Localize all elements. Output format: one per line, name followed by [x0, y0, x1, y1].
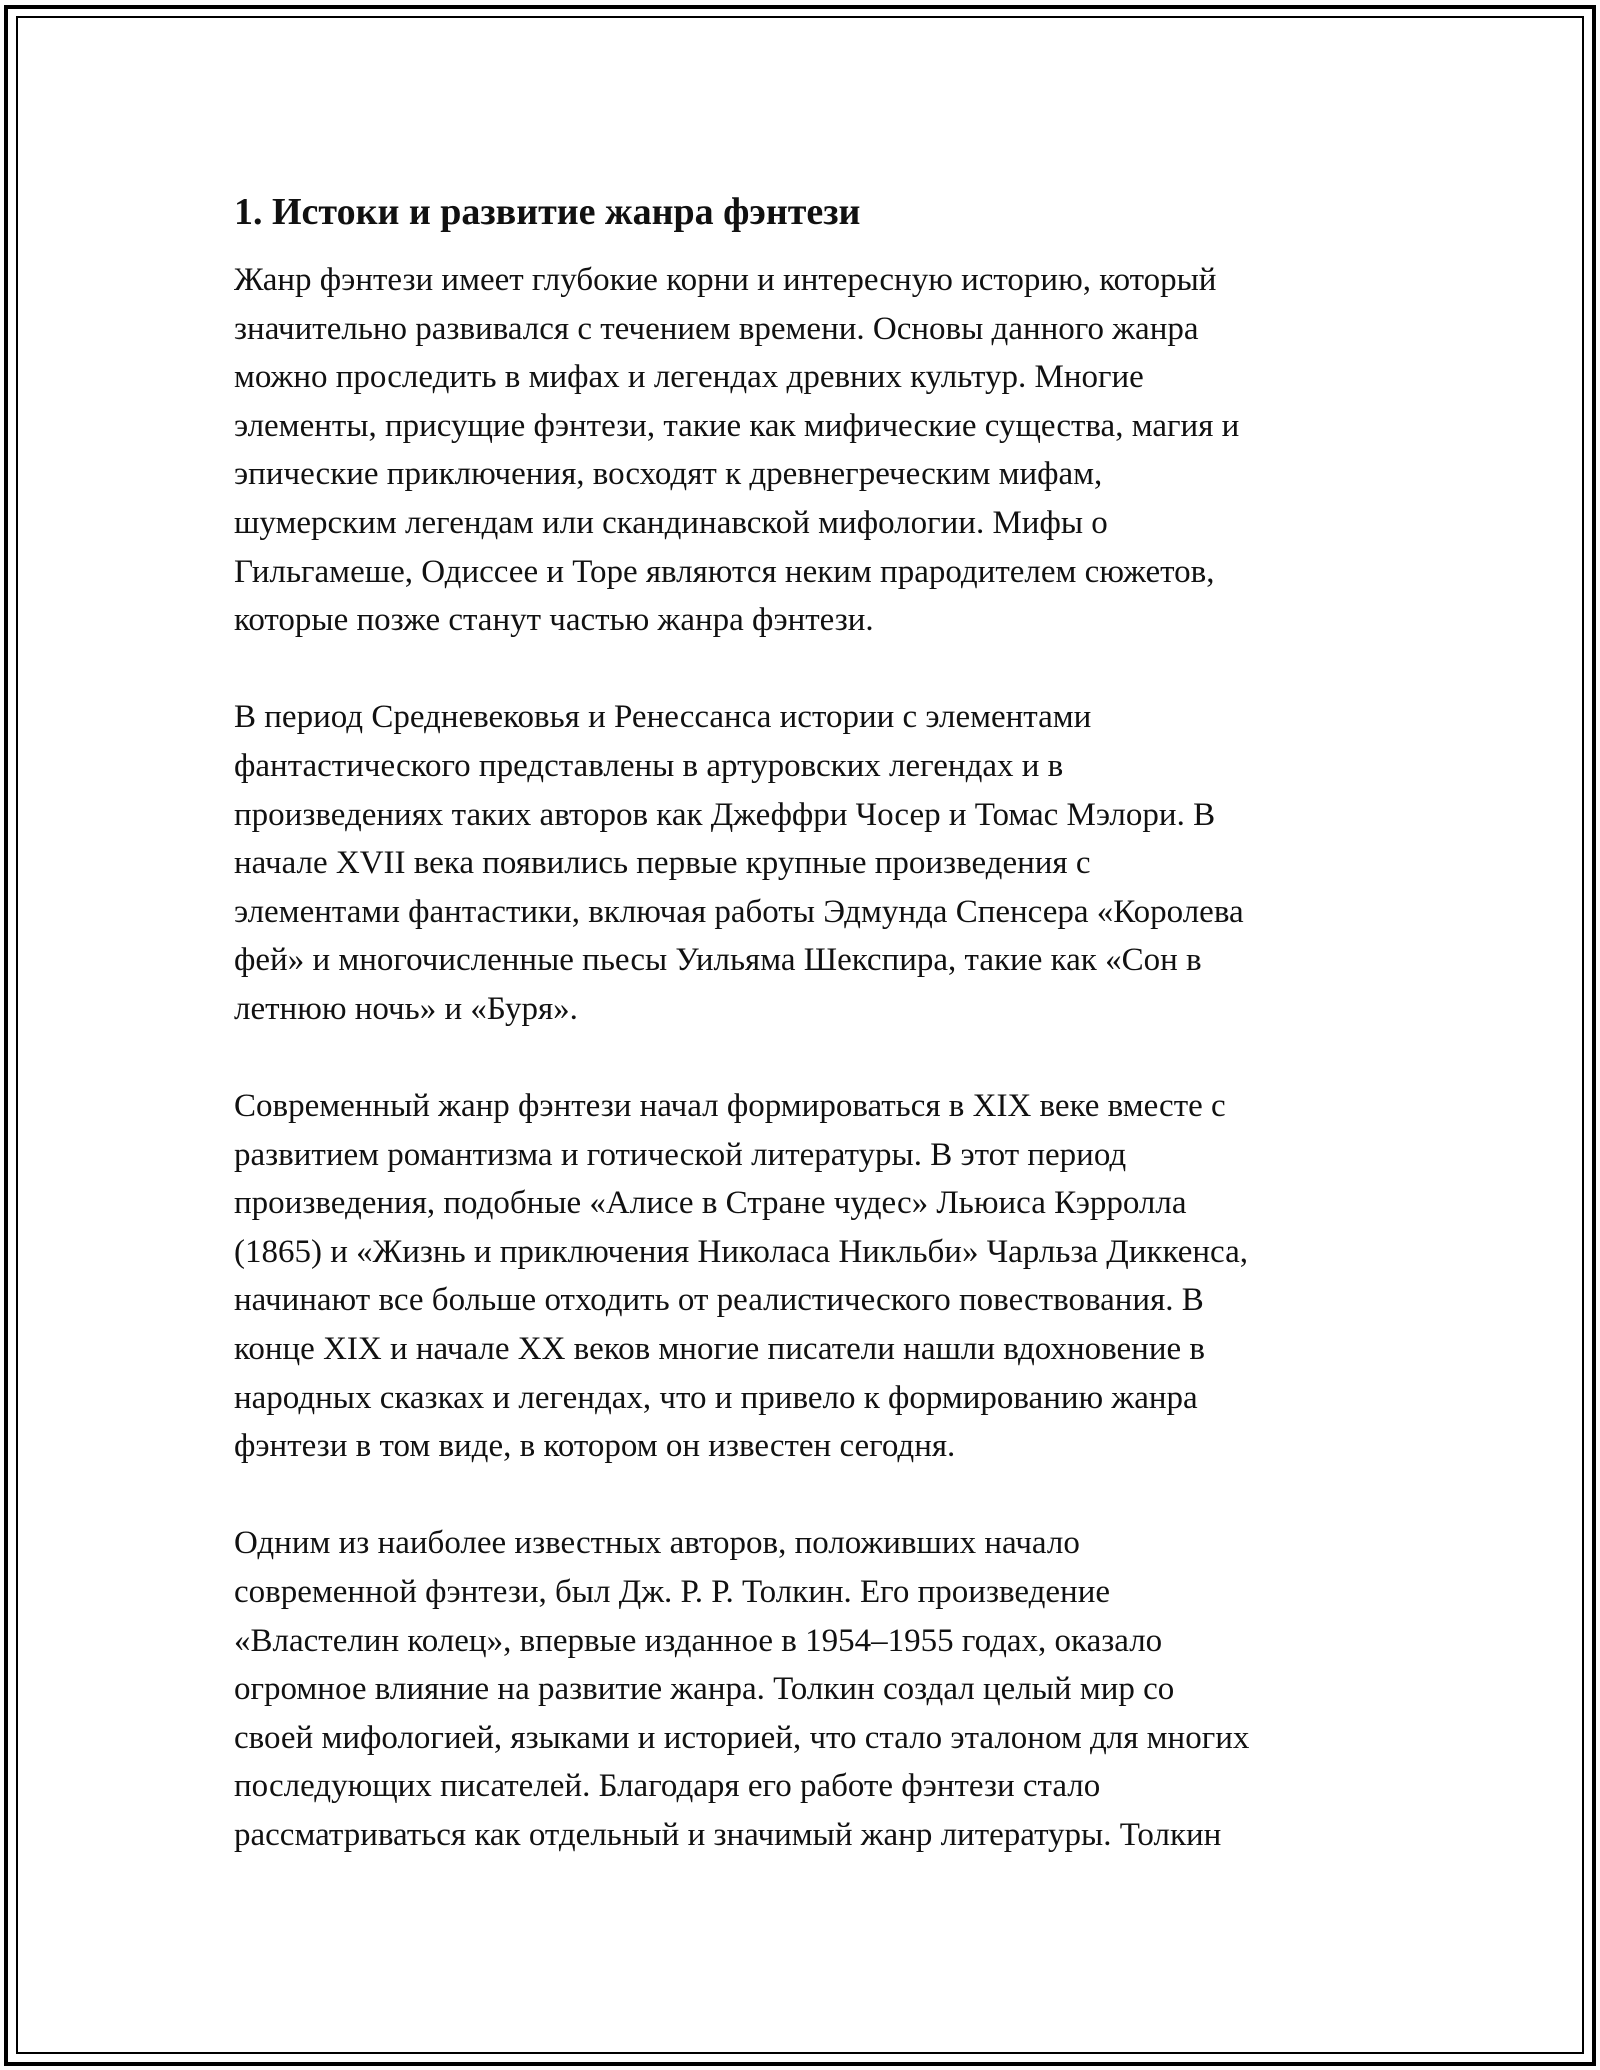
paragraph: [234, 256, 1374, 645]
text-line: значительно развивался с течением времени. Основы данного жанра: [234, 310, 1199, 347]
text-line: начинают все больше отходить от реалистического повествования. В: [234, 1282, 1204, 1319]
text-line: Жанр фэнтези имеет глубокие корни и интересную историю, который: [234, 262, 1217, 298]
text-line: (1865) и «Жизнь и приключения Николаса Никльби» Чарльза Диккенса,: [234, 1233, 1248, 1270]
text-line: развитием романтизма и готической литературы. В этот период: [234, 1136, 1127, 1173]
text-line: В период Средневековья и Ренессанса истории с элементами: [234, 699, 1092, 736]
text-line: фантастического представлены в артуровских легендах и в: [234, 747, 1064, 784]
paragraph: [234, 1519, 1374, 1859]
text-line: огромное влияние на развитие жанра. Толкин создал целый мир со: [234, 1671, 1175, 1708]
text-line: рассматриваться как отдельный и значимый жанр литературы. Толкин: [234, 1817, 1222, 1853]
text-line: фей» и многочисленные пьесы Уильяма Шекспира, такие как «Сон в: [234, 942, 1202, 979]
text-line: народных сказках и легендах, что и привело к формированию жанра: [234, 1379, 1198, 1416]
text-line: Современный жанр фэнтези начал формироваться в XIX веке вместе с: [234, 1088, 1226, 1125]
text-line: можно проследить в мифах и легендах древних культур. Многие: [234, 359, 1144, 396]
text-line: своей мифологией, языками и историей, что стало эталоном для многих: [234, 1719, 1250, 1756]
document-body: [234, 188, 1374, 1908]
text-line: современной фэнтези, был Дж. Р. Р. Толкин. Его произведение: [234, 1574, 1110, 1611]
text-line: Гильгамеше, Одиссее и Торе являются неким прародителем сюжетов,: [234, 553, 1215, 590]
section-heading: 1. Истоки и развитие жанра фэнтези: [234, 191, 861, 233]
text-line: летнюю ночь» и «Буря».: [234, 990, 578, 1027]
text-line: последующих писателей. Благодаря его работе фэнтези стало: [234, 1768, 1101, 1805]
text-line: элементы, присущие фэнтези, такие как мифические существа, магия и: [234, 407, 1240, 444]
text-line: начале XVII века появились первые крупные произведения с: [234, 845, 1091, 882]
text-line: произведениях таких авторов как Джеффри Чосер и Томас Мэлори. В: [234, 796, 1216, 833]
text-line: Одним из наиболее известных авторов, положивших начало: [234, 1525, 1080, 1562]
text-line: эпические приключения, восходят к древнегреческим мифам,: [234, 456, 1103, 493]
text-line: конце XIX и начале XX веков многие писатели нашли вдохновение в: [234, 1331, 1205, 1368]
paragraph: [234, 1082, 1374, 1471]
text-line: произведения, подобные «Алисе в Стране чудес» Льюиса Кэрролла: [234, 1185, 1187, 1222]
text-line: фэнтези в том виде, в котором он известен сегодня.: [234, 1428, 956, 1465]
paragraph: [234, 693, 1374, 1033]
text-line: шумерским легендам или скандинавской мифологии. Мифы о: [234, 504, 1108, 541]
text-line: «Властелин колец», впервые изданное в 1954–1955 годах, оказало: [234, 1622, 1163, 1659]
text-line: элементами фантастики, включая работы Эдмунда Спенсера «Королева: [234, 893, 1244, 930]
text-line: которые позже станут частью жанра фэнтези.: [234, 602, 874, 639]
